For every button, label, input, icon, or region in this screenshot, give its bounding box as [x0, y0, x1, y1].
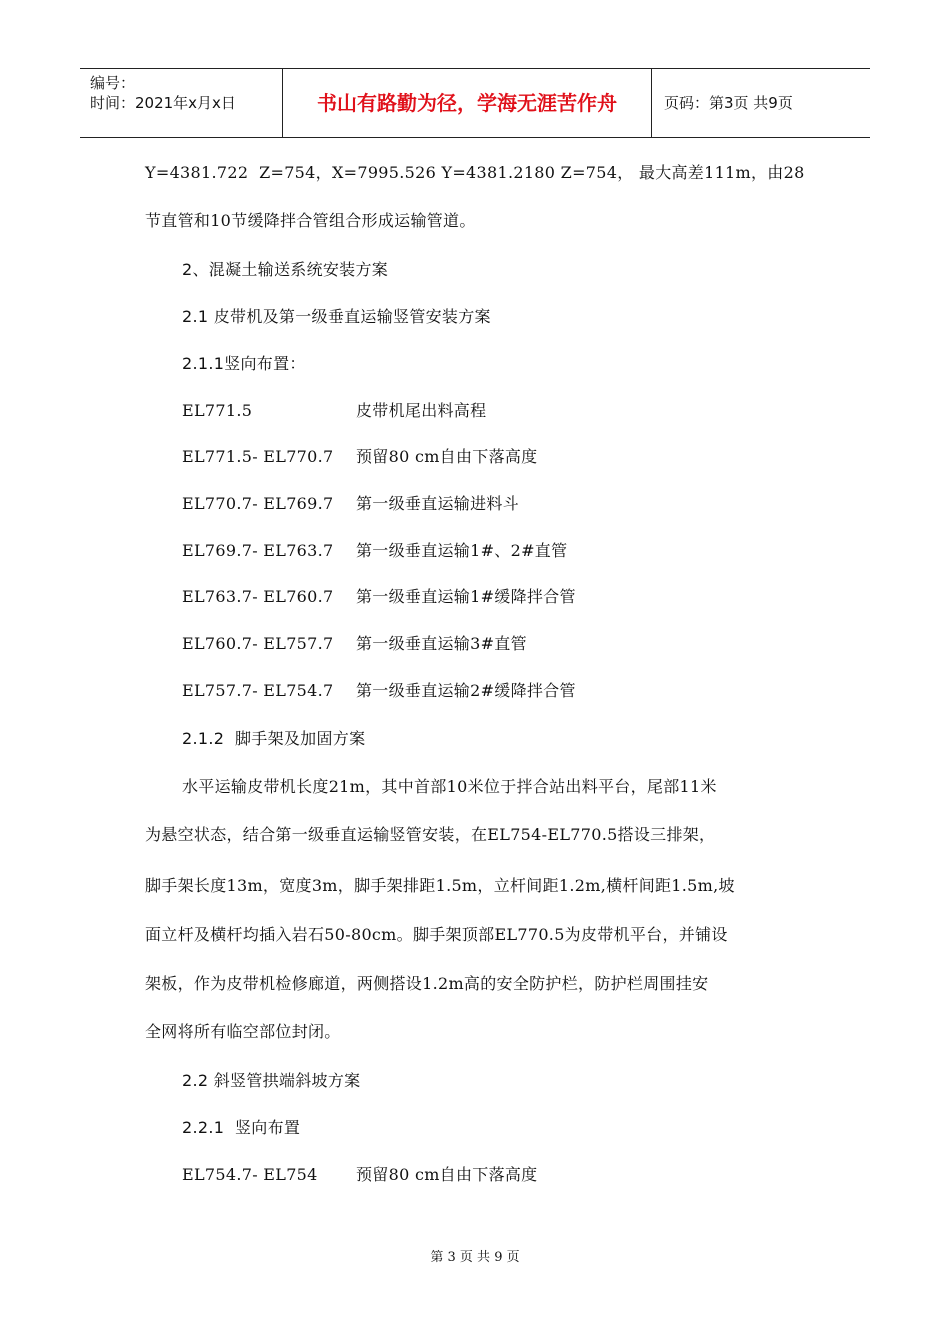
- elevation-range: EL769.7- EL763.7: [182, 541, 334, 560]
- header-motto: 书山有路勤为径，学海无涯苦作舟: [283, 69, 652, 137]
- layout-row: [182, 491, 519, 514]
- page-footer: 第 3 页 共 9 页: [430, 1250, 520, 1265]
- section-heading: 2.1.2 脚手架及加固方案: [182, 729, 366, 748]
- paragraph-line: 脚手架长度13m，宽度3m，脚手架排距1.5m，立杆间距1.2m,横杆间距1.5m,坡: [145, 876, 735, 895]
- layout-row: [182, 584, 576, 607]
- elevation-range: EL754.7- EL754: [182, 1165, 318, 1184]
- elevation-range: EL770.7- EL769.7: [182, 494, 334, 513]
- elevation-range: EL771.5: [182, 401, 253, 420]
- number-label: 编号：: [90, 74, 136, 92]
- elevation-range: EL757.7- EL754.7: [182, 681, 334, 700]
- paragraph-line: Y=4381.722 Z=754，X=7995.526 Y=4381.2180 Z=754， 最大高差111m，由28: [145, 163, 805, 182]
- elevation-desc: 第一级垂直运输进料斗: [356, 494, 520, 513]
- elevation-desc: 第一级垂直运输1#、2#直管: [356, 541, 568, 560]
- layout-row: [182, 678, 576, 701]
- elevation-desc: 预留80 cm自由下落高度: [356, 1165, 538, 1184]
- elevation-desc: 预留80 cm自由下落高度: [356, 447, 538, 466]
- paragraph-line: 全网将所有临空部位封闭。: [145, 1022, 341, 1041]
- elevation-range: EL771.5- EL770.7: [182, 447, 334, 466]
- section-heading: 2、混凝土输送系统安装方案: [182, 260, 389, 279]
- layout-row: [182, 398, 486, 421]
- layout-row: [182, 631, 527, 654]
- layout-row: [182, 1162, 537, 1185]
- elevation-desc: 第一级垂直运输2#缓降拌合管: [356, 681, 576, 700]
- page-header: [80, 68, 870, 138]
- elevation-desc: 第一级垂直运输1#缓降拌合管: [356, 587, 576, 606]
- paragraph-line: 架板，作为皮带机检修廊道，两侧搭设1.2m高的安全防护栏，防护栏周围挂安: [145, 974, 709, 993]
- layout-row: [182, 444, 537, 467]
- time-label: 时间：2021年x月x日: [90, 94, 236, 112]
- header-page-info: 页码：第3页 共9页: [664, 94, 793, 112]
- elevation-desc: 皮带机尾出料高程: [356, 401, 487, 420]
- elevation-range: EL763.7- EL760.7: [182, 587, 334, 606]
- section-heading: 2.1.1竖向布置：: [182, 354, 306, 373]
- section-heading: 2.2.1 竖向布置: [182, 1118, 301, 1137]
- paragraph-line: 面立杆及横杆均插入岩石50-80cm。脚手架顶部EL770.5为皮带机平台，并铺设: [145, 925, 728, 944]
- header-meta-cell: [80, 69, 283, 137]
- elevation-range: EL760.7- EL757.7: [182, 634, 334, 653]
- paragraph-line: 水平运输皮带机长度21m，其中首部10米位于拌合站出料平台，尾部11米: [182, 777, 717, 796]
- layout-row: [182, 538, 567, 561]
- paragraph-line: 为悬空状态，结合第一级垂直运输竖管安装，在EL754-EL770.5搭设三排架，: [145, 825, 716, 844]
- section-heading: 2.1 皮带机及第一级垂直运输竖管安装方案: [182, 307, 491, 326]
- section-heading: 2.2 斜竖管拱端斜坡方案: [182, 1071, 361, 1090]
- paragraph-line: 节直管和10节缓降拌合管组合形成运输管道。: [145, 211, 476, 230]
- elevation-desc: 第一级垂直运输3#直管: [356, 634, 527, 653]
